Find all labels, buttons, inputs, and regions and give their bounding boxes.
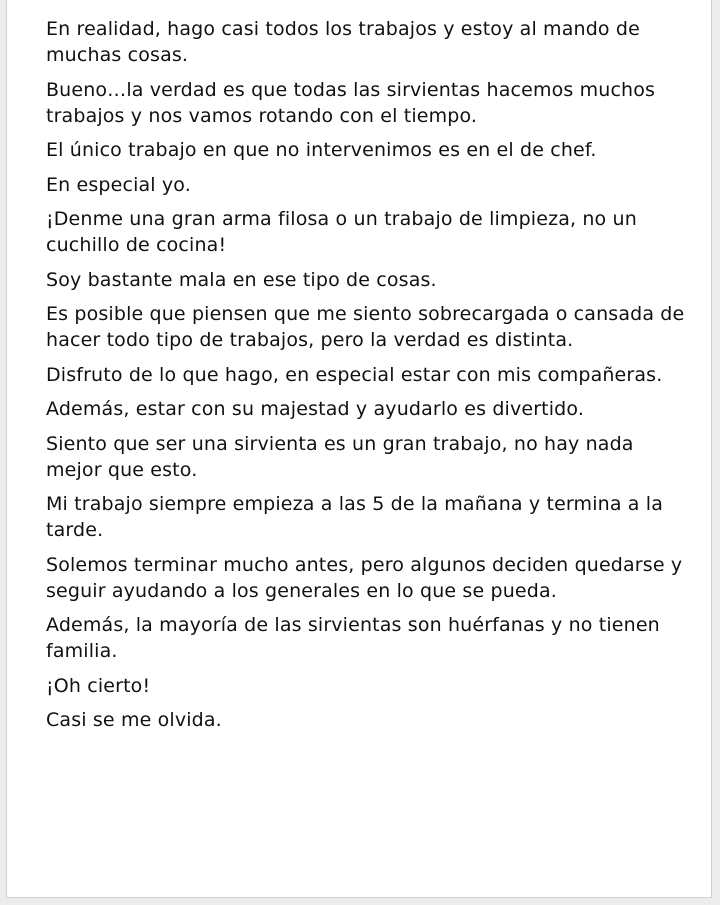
paragraph: En especial yo. [46,173,191,196]
paragraph: Soy bastante mala en ese tipo de cosas. [46,268,437,291]
paragraph: Siento que ser una sirvienta es un gran trabajo, no hay nada mejor que esto. [46,432,634,481]
paragraph: Solemos terminar mucho antes, pero algunos deciden quedarse y seguir ayudando a los generales en lo que se pueda. [46,553,683,602]
paragraph: Casi se me olvida. [46,709,222,731]
paragraph: Disfruto de lo que hago, en especial estar con mis compañeras. [46,363,663,386]
paragraph: Mi trabajo siempre empieza a las 5 de la mañana y termina a la tarde. [46,493,664,541]
document-body [46,16,686,742]
paragraph: Es posible que piensen que me siento sobrecargada o cansada de hacer todo tipo de trabajos, pero la verdad es distinta. [46,303,685,351]
paragraph: Además, estar con su majestad y ayudarlo es divertido. [46,398,585,420]
paragraph: Bueno…la verdad es que todas las sirvientas hacemos muchos trabajos y nos vamos rotando con el tiempo. [46,78,656,127]
paragraph: El único trabajo en que no intervenimos es en el de chef. [46,139,597,161]
paragraph: Además, la mayoría de las sirvientas son huérfanas y no tienen familia. [46,614,660,662]
paragraph: ¡Denme una gran arma filosa o un trabajo de limpieza, no un cuchillo de cocina! [46,208,637,256]
paragraph: ¡Oh cierto! [46,674,151,697]
paragraph: En realidad, hago casi todos los trabajos y estoy al mando de muchas cosas. [46,18,640,66]
document-page [6,0,712,898]
